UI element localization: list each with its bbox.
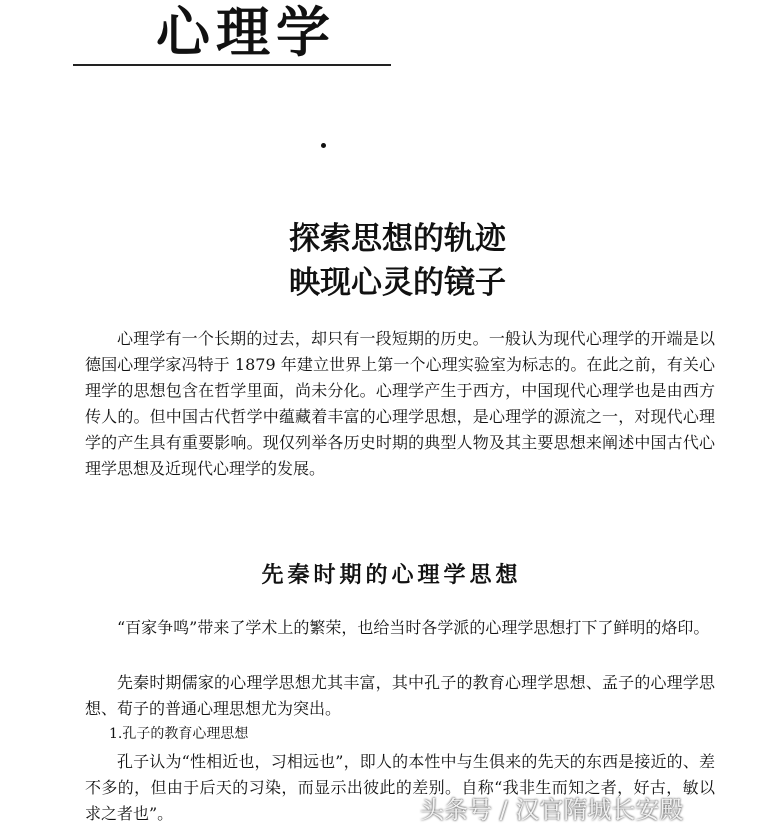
section-paragraph-3: 孔子认为“性相近也，习相远也”，即人的本性中与生俱来的先天的东西是接近的、差不多的，但由于后天的习染，而显示出彼此的差别。自称“我非生而知之者，好古，敏以求之者也”。: [85, 752, 715, 823]
section-paragraph-2: 先秦时期儒家的心理学思想尤其丰富，其中孔子的教育心理学思想、孟子的心理学思想、荀子的普通心理思想尤为突出。: [85, 673, 715, 718]
header-divider: [73, 64, 391, 66]
subsection-heading: 1.孔子的教育心理思想: [109, 726, 249, 742]
decorative-dot: [321, 143, 326, 148]
main-title-line2: 映现心灵的镜子: [289, 265, 506, 301]
section-paragraph-1: “百家争鸣”带来了学术上的繁荣，也给当时各学派的心理学思想打下了鲜明的烙印。: [117, 618, 710, 637]
section-heading: 先秦时期的心理学思想: [261, 563, 522, 588]
chapter-header-title: 心理学: [156, 1, 336, 64]
watermark: 头条号 / 汉官隋城长安殿: [420, 796, 684, 824]
main-title-line1: 探索思想的轨迹: [289, 221, 506, 257]
intro-paragraph: 心理学有一个长期的过去，却只有一段短期的历史。一般认为现代心理学的开端是以德国心理学家冯特于 1879 年建立世界上第一个心理实验室为标志的。在此之前，有关心理学的思想包含在哲学里面，尚未分化。心理学产生于西方，中国现代心理学也是由西方传人的。但中国古代哲学中蕴藏着丰富的心理学思想，是心理学的源流之一，对现代心理学的产生具有重要影响。现仅列举各历史时期的典型人物及其主要思想来阐述中国古代心理学思想及近现代心理学的发展。: [85, 329, 715, 478]
